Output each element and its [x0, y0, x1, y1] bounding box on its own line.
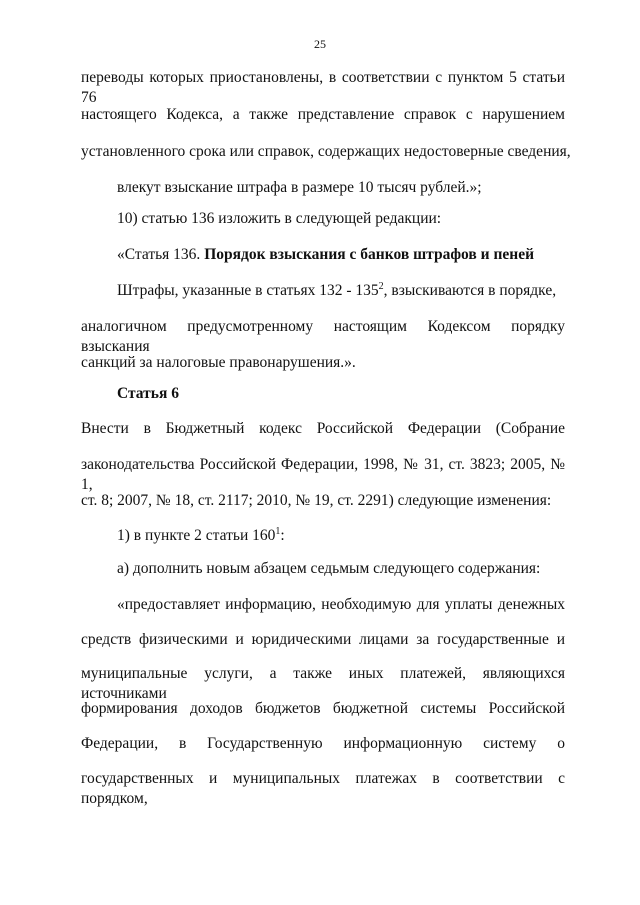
text-line [117, 281, 556, 301]
text-line: переводы которых приостановлены, в соответствии с пунктом 5 статьи 76 [81, 69, 565, 106]
article-prefix: «Статья 136. [117, 246, 205, 263]
section-heading-text: Статья 6 [117, 385, 179, 402]
text-span: , взыскиваются в порядке, [383, 282, 557, 299]
superscript: 1 [275, 526, 281, 537]
text-line: установленного срока или справок, содержащих недостоверные сведения, [81, 143, 571, 160]
text-line: санкций за налоговые правонарушения.». [81, 354, 356, 371]
text-span: 1) в пункте 2 статьи 160 [117, 527, 276, 544]
text-line: законодательства Российской Федерации, 1998, № 31, ст. 3823; 2005, № 1, [81, 456, 565, 493]
text-line: средств физическими и юридическими лицами за государственные и [81, 631, 565, 648]
superscript: 2 [378, 281, 384, 292]
text-line: ст. 8; 2007, № 18, ст. 2117; 2010, № 19, ст. 2291) следующие изменения: [81, 492, 552, 509]
text-line: Федерации, в Государственную информационную систему о [81, 735, 565, 752]
text-line: настоящего Кодекса, а также представление справок с нарушением [81, 106, 565, 123]
text-line: муниципальные услуги, а также иных платежей, являющихся источниками [81, 665, 565, 702]
text-line: влекут взыскание штрафа в размере 10 тысяч рублей.»; [117, 179, 482, 196]
article-heading-line [117, 245, 534, 265]
text-line: «предоставляет информацию, необходимую для уплаты денежных [117, 596, 565, 613]
text-span: Штрафы, указанные в статьях 132 - 135 [117, 282, 379, 299]
section-heading [117, 384, 179, 404]
text-line: формирования доходов бюджетов бюджетной системы Российской [81, 700, 565, 717]
text-line: 10) статью 136 изложить в следующей редакции: [117, 210, 442, 227]
text-line [117, 526, 285, 546]
text-span: : [280, 527, 285, 544]
text-line: а) дополнить новым абзацем седьмым следующего содержания: [117, 560, 541, 577]
text-line: государственных и муниципальных платежах в соответствии с порядком, [81, 770, 565, 807]
article-title: Порядок взыскания с банков штрафов и пеней [204, 246, 535, 263]
text-line: Внести в Бюджетный кодекс Российской Федерации (Собрание [81, 420, 565, 437]
text-line: аналогичном предусмотренному настоящим Кодексом порядку взыскания [81, 318, 565, 355]
page-number: 25 [314, 37, 326, 51]
